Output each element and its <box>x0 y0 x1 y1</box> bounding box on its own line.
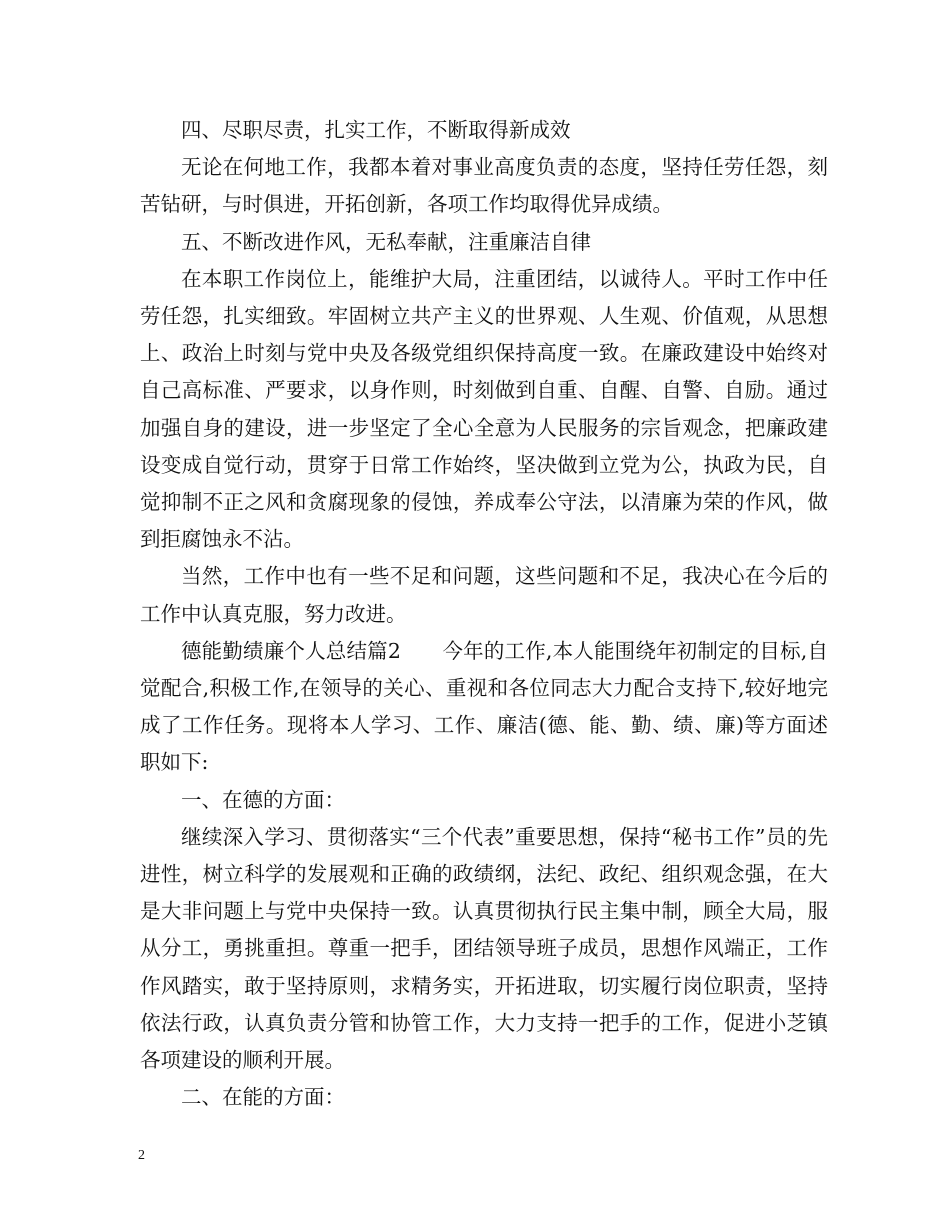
paragraph-shortcomings: 当然，工作中也有一些不足和问题，这些问题和不足，我决心在今后的工作中认真克服，努力改进。 <box>140 564 828 626</box>
paragraph-section-4-body: 无论在何地工作，我都本着对事业高度负责的态度，坚持任劳任怨，刻苦钻研，与时俱进，开拓创新，各项工作均取得优异成绩。 <box>140 155 828 217</box>
heading-section-5: 五、不断改进作风，无私奉献，注重廉洁自律 <box>181 229 591 254</box>
page-number: 2 <box>138 1148 145 1163</box>
heading-section-4: 四、尽职尽责，扎实工作，不断取得新成效 <box>181 118 571 142</box>
document-body <box>140 112 828 1116</box>
heading-morality: 一、在德的方面： <box>181 787 345 812</box>
paragraph-section-5-body: 在本职工作岗位上，能维护大局，注重团结，以诚待人。平时工作中任劳任怨，扎实细致。牢固树立共产主义的世界观、人生观、价值观，从思想上、政治上时刻与党中央及各级党组织保持高度一致。在廉政建设中始终对自己高标准、严要求，以身作则，时刻做到自重、自醒、自警、自励。通过加强自身的建设，进一步坚定了全心全意为人民服务的宗旨观念，把廉政建设变成自觉行动，贯穿于日常工作始终，坚决做到立党为公，执政为民，自觉抑制不正之风和贪腐现象的侵蚀，养成奉公守法，以清廉为荣的作风，做到拒腐蚀永不沾。 <box>140 266 828 552</box>
paragraph-morality-body: 继续深入学习、贯彻落实“三个代表”重要思想，保持“秘书工作”员的先进性，树立科学的发展观和正确的政绩纲，法纪、政纪、组织观念强，在大是大非问题上与党中央保持一致。认真贯彻执行民主集中制，顾全大局，服从分工，勇挑重担。尊重一把手，团结领导班子成员，思想作风端正，工作作风踏实，敢于坚持原则，求精务实，开拓进取，切实履行岗位职责，坚持依法行政，认真负责分管和协管工作，大力支持一把手的工作，促进小芝镇各项建设的顺利开展。 <box>140 824 828 1073</box>
heading-ability: 二、在能的方面： <box>181 1085 345 1110</box>
paragraph-summary-intro: 德能勤绩廉个人总结篇2 今年的工作,本人能围绕年初制定的目标,自觉配合,积极工作,在领导的关心、重视和各位同志大力配合支持下,较好地完成了工作任务。现将本人学习、工作、廉洁(德、能、勤、绩、廉)等方面述职如下: <box>140 638 828 775</box>
